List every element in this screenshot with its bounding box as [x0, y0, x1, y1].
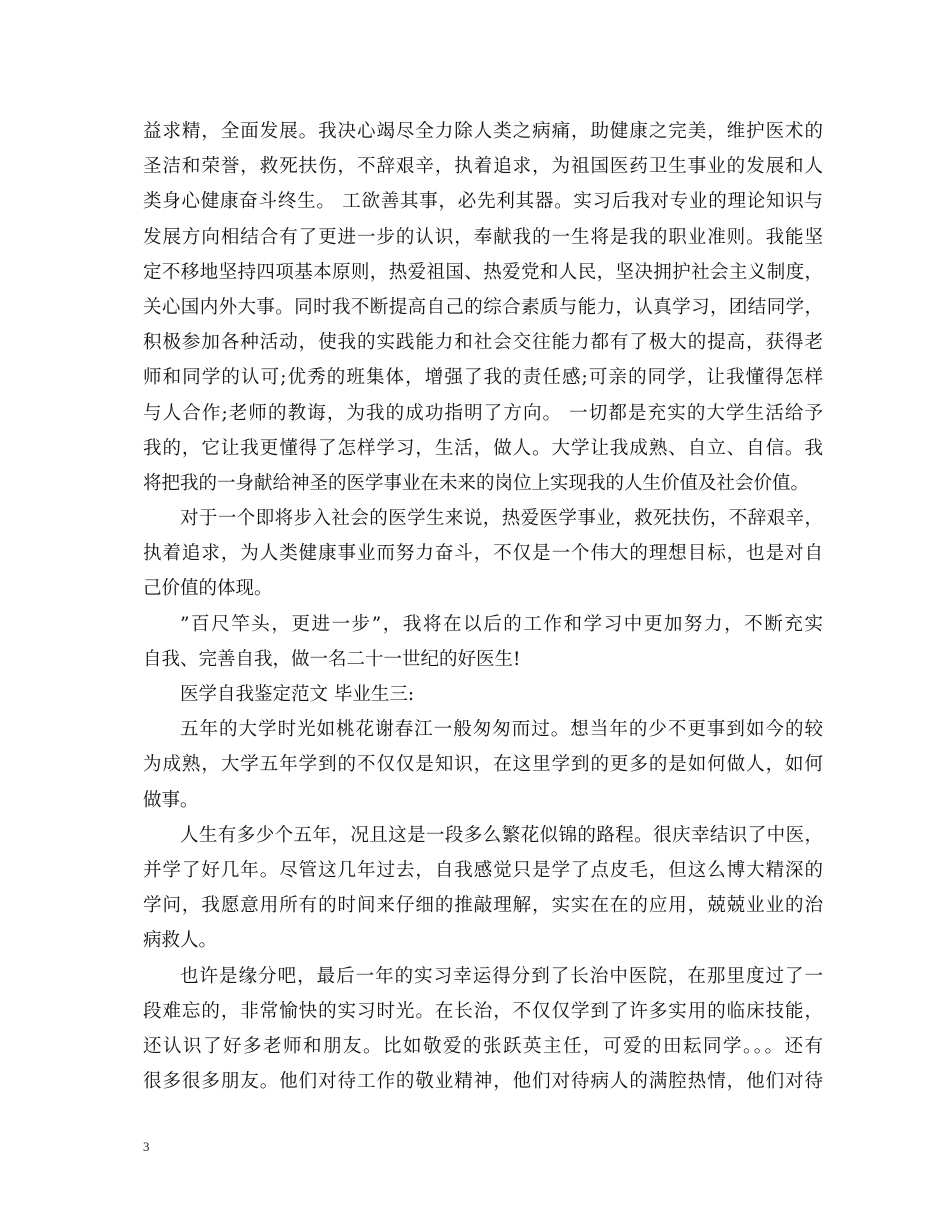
text-line: 很多很多朋友。他们对待工作的敬业精神，他们对待病人的满腔热情，他们对待	[143, 1071, 823, 1093]
text-line: 还认识了好多老师和朋友。比如敬爱的张跃英主任，可爱的田耘同学。。。还有	[143, 1035, 823, 1057]
text-line: 学问，我愿意用所有的时间来仔细的推敲理解，实实在在的应用，兢兢业业的治	[143, 895, 823, 917]
text-line: 对于一个即将步入社会的医学生来说，热爱医学事业，救死扶伤，不辞艰辛，	[180, 508, 823, 530]
text-line: 将把我的一身献给神圣的医学事业在未来的岗位上实现我的人生价值及社会价值。	[143, 472, 810, 494]
text-line: 并学了好几年。尽管这几年过去，自我感觉只是学了点皮毛，但这么博大精深的	[143, 859, 823, 881]
text-line: 发展方向相结合有了更进一步的认识，奉献我的一生将是我的职业准则。我能坚	[143, 226, 823, 248]
text-line: 医学自我鉴定范文 毕业生三:	[180, 684, 415, 705]
page-number: 3	[143, 1139, 150, 1154]
text-line: 为成熟，大学五年学到的不仅仅是知识，在这里学到的更多的是如何做人，如何	[143, 754, 823, 776]
text-line: 人生有多少个五年，况且这是一段多么繁花似锦的路程。很庆幸结识了中医，	[180, 824, 823, 846]
text-line: 类身心健康奋斗终生。 工欲善其事，必先利其器。实习后我对专业的理论知识与	[143, 191, 823, 213]
body-text	[143, 114, 823, 1099]
text-line: 病救人。	[143, 930, 218, 952]
text-line: 段难忘的，非常愉快的实习时光。在长治，不仅仅学到了许多实用的临床技能，	[143, 1000, 823, 1022]
text-line: 自我、完善自我，做一名二十一世纪的好医生!	[143, 648, 521, 670]
text-line: 也许是缘分吧，最后一年的实习幸运得分到了长治中医院，在那里度过了一	[180, 965, 823, 987]
text-line: 益求精，全面发展。我决心竭尽全力除人类之病痛，助健康之完美，维护医术的	[143, 121, 823, 142]
text-line: 关心国内外大事。同时我不断提高自己的综合素质与能力，认真学习，团结同学，	[143, 296, 823, 318]
text-line: 积极参加各种活动，使我的实践能力和社会交往能力都有了极大的提高，获得老	[143, 332, 823, 354]
text-line: 我的，它让我更懂得了怎样学习，生活，做人。大学让我成熟、自立、自信。我	[143, 437, 823, 459]
text-line: 定不移地坚持四项基本原则，热爱祖国、热爱党和人民，坚决拥护社会主义制度，	[143, 261, 823, 283]
text-line: 与人合作;老师的教诲，为我的成功指明了方向。 一切都是充实的大学生活给予	[143, 402, 823, 424]
text-line: 执着追求，为人类健康事业而努力奋斗，不仅是一个伟大的理想目标，也是对自	[143, 543, 823, 565]
text-line: ”百尺竿头，更进一步”，我将在以后的工作和学习中更加努力，不断充实	[180, 613, 823, 635]
text-line: 己价值的体现。	[143, 578, 273, 600]
text-line: 做事。	[143, 789, 199, 811]
text-line: 师和同学的认可;优秀的班集体，增强了我的责任感;可亲的同学，让我懂得怎样	[143, 367, 823, 389]
text-line: 圣洁和荣誉，救死扶伤，不辞艰辛，执着追求，为祖国医药卫生事业的发展和人	[143, 156, 823, 178]
text-line: 五年的大学时光如桃花谢春江一般匆匆而过。想当年的少不更事到如今的较	[180, 719, 823, 741]
